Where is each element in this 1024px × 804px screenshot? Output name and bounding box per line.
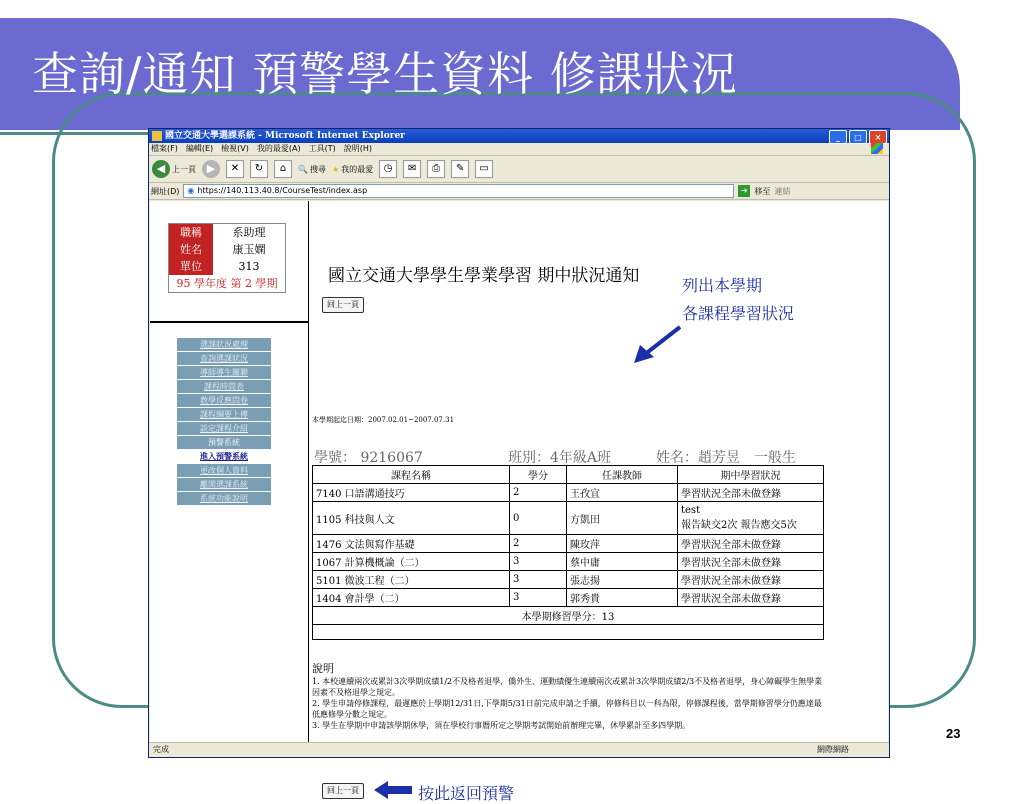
annotation-list-label: 列出本學期 <box>682 276 763 295</box>
back-page-button[interactable]: 回上一頁 <box>322 297 364 313</box>
info-row <box>169 241 285 258</box>
annotation-status-label: 各課程學習狀況 <box>682 304 795 323</box>
student-id: 學號： 9216067 <box>314 450 423 466</box>
title-underline <box>0 132 148 135</box>
menu-tools[interactable]: 工具(T) <box>308 144 336 153</box>
folder-button[interactable]: ▭ <box>475 160 493 178</box>
star-icon: ★ <box>331 164 340 174</box>
course-status: test 報告缺交2次 報告應交5次 <box>678 502 824 535</box>
menu-favorites[interactable]: 我的最愛(A) <box>256 144 301 153</box>
sidebar-menu <box>177 338 271 506</box>
info-row <box>169 258 285 275</box>
course-name: 1404 會計學（二） <box>313 589 510 607</box>
empty-cell <box>313 625 824 640</box>
course-credit: 3 <box>510 571 567 589</box>
course-teacher: 陳玫萍 <box>567 535 678 553</box>
url-input[interactable] <box>183 184 734 198</box>
menu-bar <box>149 143 889 156</box>
menu-view[interactable]: 檢視(V) <box>221 144 249 153</box>
forward-button[interactable]: ▶ <box>202 160 220 178</box>
course-teacher: 王孜宜 <box>567 484 678 502</box>
course-credit: 2 <box>510 484 567 502</box>
course-teacher: 蔡中庸 <box>567 553 678 571</box>
back-page-button-bottom[interactable]: 回上一頁 <box>322 783 364 799</box>
status-zone: 網際網路 <box>817 745 849 754</box>
course-name: 1105 科技與人文 <box>313 502 510 535</box>
window-titlebar <box>149 129 889 143</box>
course-name: 1476 文法與寫作基礎 <box>313 535 510 553</box>
course-credit: 3 <box>510 589 567 607</box>
status-done: 完成 <box>153 745 169 754</box>
note-item: 2. 學生申請停修課程，最遲應於上學期12/31日,下學期5/31日前完成申請之手續，停修科目以一科為限，停修課程後，當學期修習學分仍應達最低應修學分數之規定。 <box>312 699 822 719</box>
info-key: 單位 <box>169 258 213 275</box>
status-bar <box>149 742 889 757</box>
course-teacher: 張志揚 <box>567 571 678 589</box>
term-label: 95 學年度 第 2 學期 <box>176 277 278 290</box>
sidebar-item-enter-warning[interactable]: 進入預警系統 <box>177 450 271 463</box>
document-title: 國立交通大學學生學業學習 期中狀況通知 <box>328 266 640 286</box>
table-total-row <box>313 607 824 625</box>
course-status: 學習狀況全部未做登錄 <box>678 571 824 589</box>
info-row <box>169 224 285 241</box>
address-label: 網址(D) <box>151 186 180 196</box>
edit-button[interactable]: ✎ <box>451 160 469 178</box>
table-row <box>313 553 824 571</box>
window-title: 國立交通大學選課系統 - Microsoft Internet Explorer <box>165 131 405 141</box>
back-button[interactable] <box>152 160 196 178</box>
arrow-left-icon <box>374 781 412 799</box>
table-row <box>313 535 824 553</box>
ie-icon <box>152 131 162 141</box>
windows-logo-icon <box>871 143 883 154</box>
home-button[interactable]: ⌂ <box>274 160 292 178</box>
sidebar-item[interactable]: 導師導生關聯 <box>177 366 271 379</box>
table-row <box>313 502 824 535</box>
go-button[interactable]: 移至 <box>754 186 771 196</box>
print-button[interactable]: ⎙ <box>427 160 445 178</box>
page-icon: ◉ <box>187 186 195 195</box>
search-button[interactable] <box>298 164 326 175</box>
maximize-button[interactable]: □ <box>849 130 867 144</box>
course-teacher: 方凱田 <box>567 502 678 535</box>
favorites-label: 我的最愛 <box>341 164 374 174</box>
sidebar-section-warning: 預警系統 <box>177 436 271 449</box>
sidebar-divider <box>150 321 308 323</box>
menu-edit[interactable]: 編輯(E) <box>185 144 214 153</box>
sidebar-item[interactable]: 系統功能說明 <box>177 492 271 505</box>
course-status: 學習狀況全部未做登錄 <box>678 535 824 553</box>
sidebar-item[interactable]: 查詢選課狀況 <box>177 352 271 365</box>
sidebar-item[interactable]: 選課狀況處理 <box>177 338 271 351</box>
toolbar <box>149 156 889 183</box>
notes-heading: 說明 <box>312 662 334 675</box>
col-credit: 學分 <box>510 466 567 484</box>
sidebar-item[interactable]: 設定課程介紹 <box>177 422 271 435</box>
note-item: 3. 學生在學期中申請該學期休學，須在學校行事曆所定之學期考試開始前辦理完畢，休學累計至多四學期。 <box>312 721 691 730</box>
course-credit: 3 <box>510 553 567 571</box>
semester-period: 本學期起迄日期：2007.02.01~2007.07.31 <box>312 416 455 424</box>
sidebar-item[interactable]: 離開選課系統 <box>177 478 271 491</box>
slide-title: 查詢/通知 預警學生資料 修課狀況 <box>32 47 738 101</box>
info-key: 職稱 <box>169 224 213 241</box>
page-number: 23 <box>946 726 961 741</box>
course-credit: 0 <box>510 502 567 535</box>
refresh-button[interactable]: ↻ <box>250 160 268 178</box>
table-row <box>313 484 824 502</box>
favorites-button[interactable] <box>332 164 373 175</box>
mail-button[interactable]: ✉ <box>403 160 421 178</box>
notes-section <box>312 662 824 731</box>
arrow-down-left-icon <box>630 323 684 365</box>
links-button[interactable]: 連結 <box>774 186 791 196</box>
course-credit: 2 <box>510 535 567 553</box>
course-name: 1067 計算機概論（二） <box>313 553 510 571</box>
stop-button[interactable]: ✕ <box>226 160 244 178</box>
course-status: 學習狀況全部未做登錄 <box>678 484 824 502</box>
user-info-box <box>168 223 286 293</box>
menu-help[interactable]: 說明(H) <box>343 144 372 153</box>
course-status: 學習狀況全部未做登錄 <box>678 553 824 571</box>
address-bar <box>149 183 889 200</box>
course-name: 7140 口語溝通技巧 <box>313 484 510 502</box>
col-status: 期中學習狀況 <box>678 466 824 484</box>
sidebar-item[interactable]: 更改個人資料 <box>177 464 271 477</box>
note-item: 1. 本校連續兩次或累計3次學期成績1/2不及格者退學，僑外生、運動績優生連續兩次或累計3次學期成績2/3不及格者退學，身心障礙學生無學業因素不及格退學之規定。 <box>312 677 823 697</box>
table-header-row <box>313 466 824 484</box>
history-button[interactable]: ◷ <box>379 160 397 178</box>
course-teacher: 郭秀貴 <box>567 589 678 607</box>
student-class: 班別：4年級A班 <box>508 450 612 466</box>
go-arrow-icon[interactable]: ➜ <box>738 185 750 197</box>
course-table <box>312 465 824 640</box>
info-value: 康玉嫻 <box>232 243 266 256</box>
student-name: 姓名：趙芳昱 一般生 <box>656 450 796 466</box>
total-credits: 本學期修習學分：13 <box>313 607 824 625</box>
sidebar <box>150 201 309 742</box>
back-label: 上一頁 <box>172 164 196 174</box>
sidebar-item[interactable]: 課程時間表 <box>177 380 271 393</box>
table-row <box>313 589 824 607</box>
sidebar-item[interactable]: 教學反應問卷 <box>177 394 271 407</box>
info-value: 313 <box>238 260 260 273</box>
browser-window <box>148 128 890 803</box>
table-empty-row <box>313 625 824 640</box>
minimize-button[interactable]: _ <box>829 130 847 144</box>
table-row <box>313 571 824 589</box>
annotation-return: 按此返回預警 <box>418 784 515 803</box>
col-course: 課程名稱 <box>313 466 510 484</box>
sidebar-item[interactable]: 課程綱要上傳 <box>177 408 271 421</box>
search-label: 搜尋 <box>309 164 326 174</box>
info-value: 系助理 <box>232 226 266 239</box>
back-arrow-icon: ◀ <box>152 160 170 178</box>
info-key: 姓名 <box>169 241 213 258</box>
course-name: 5101 微波工程（二） <box>313 571 510 589</box>
col-teacher: 任課教師 <box>567 466 678 484</box>
search-icon: 🔍 <box>298 164 308 174</box>
close-button[interactable]: × <box>869 130 887 144</box>
menu-file[interactable]: 檔案(F) <box>151 144 178 153</box>
url-text: https://140.113.40.8/CourseTest/index.asp <box>197 186 368 195</box>
course-status: 學習狀況全部未做登錄 <box>678 589 824 607</box>
